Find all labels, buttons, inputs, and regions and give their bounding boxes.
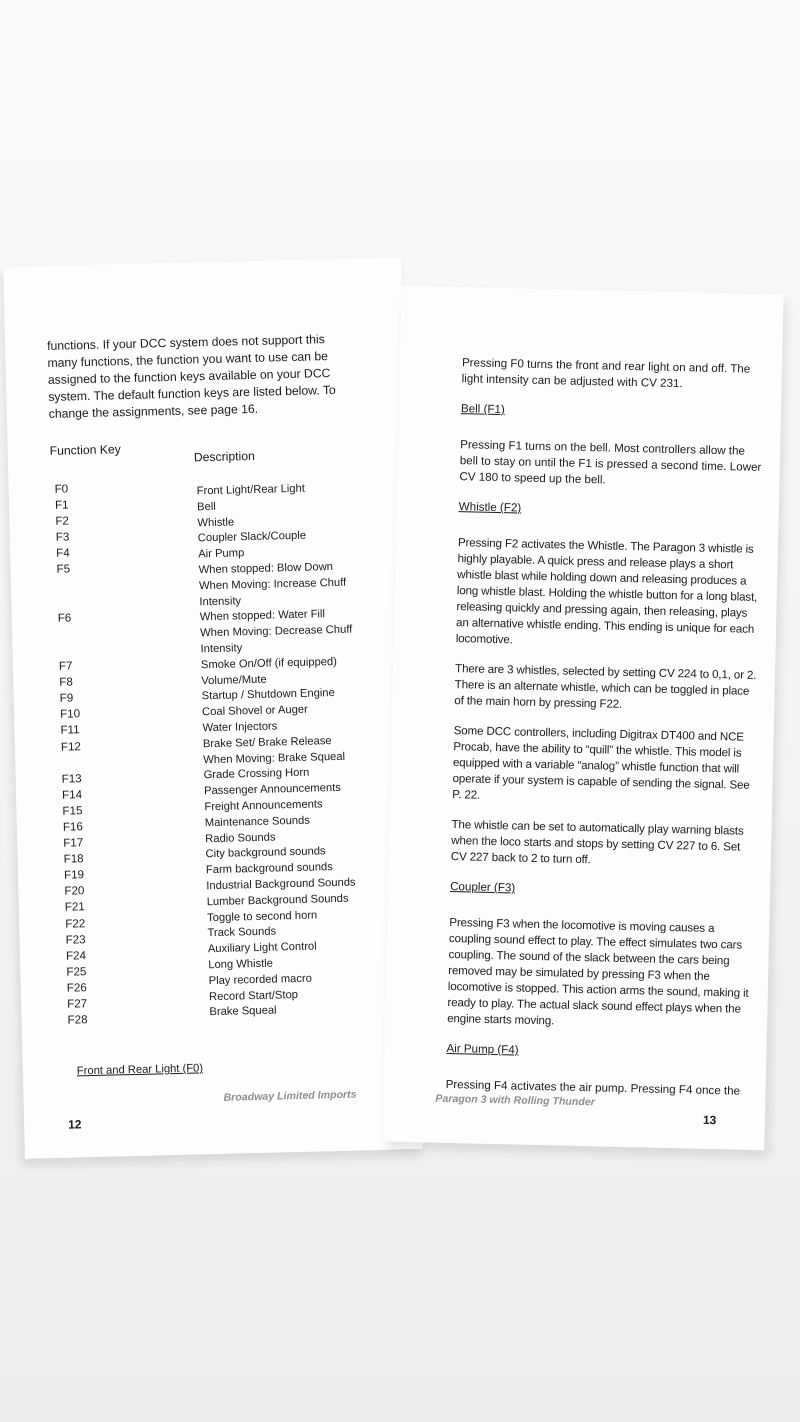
function-key-column (54, 481, 87, 1029)
function-description: Auxiliary Light Control (207, 940, 317, 956)
bell-heading: Bell (F1) (460, 402, 505, 417)
function-description: Whistle (197, 516, 235, 529)
function-description: When stopped: Blow Down (198, 561, 334, 577)
function-description: Water Injectors (202, 720, 278, 735)
function-key: F4 (56, 546, 70, 561)
function-key (57, 578, 77, 595)
whistle-paragraph-4: The whistle can be set to automatically play warning blasts when the loco starts and stops by setting CV 227 to 6. Set CV 227 back to 2 to turn off. (450, 818, 744, 867)
function-key: F8 (59, 675, 74, 689)
left-page (3, 257, 423, 1158)
function-key: F23 (65, 932, 86, 947)
function-key: F28 (67, 1013, 88, 1027)
function-description: Air Pump (198, 547, 245, 561)
function-key: F21 (64, 900, 85, 915)
coupler-heading: Coupler (F3) (449, 880, 516, 895)
function-description: Volume/Mute (201, 673, 267, 687)
function-key: F16 (62, 820, 84, 834)
function-key: F3 (55, 530, 70, 545)
function-description: Intensity (200, 642, 243, 656)
function-description: When Moving: Brake Squeal (203, 750, 346, 766)
function-key: F22 (65, 916, 86, 931)
function-description: When Moving: Increase Chuff (198, 576, 347, 593)
function-key (61, 755, 81, 772)
function-description: When Moving: Decrease Chuff (200, 623, 353, 640)
air-pump-heading: Air Pump (F4) (446, 1041, 519, 1057)
function-key: F0 (54, 482, 69, 496)
function-key: F1 (54, 498, 69, 512)
function-key: F7 (58, 659, 73, 673)
function-key: F18 (63, 852, 84, 866)
function-key: F2 (55, 514, 70, 528)
function-description: Front Light/Rear Light (196, 482, 306, 498)
function-description: Record Start/Stop (208, 988, 299, 1003)
function-key: F15 (62, 804, 83, 818)
coupler-paragraph: Pressing F3 when the locomotive is moving causes a coupling sound effect to play. The effect simulates two cars coupling. The sound of the slack between the cars being removed may be simulated by pressing F3 when the locomotive is stopped. This action arms the sound, making it ready to play. The actual slack sound effect plays when the engine starts moving. (447, 916, 749, 1028)
function-key: F20 (64, 884, 85, 899)
bell-paragraph: Pressing F1 turns on the bell. Most controllers allow the bell to stay on until the F1 is pressed a second time. Lower CV 180 to speed up the bell. (459, 438, 762, 487)
function-key: F19 (63, 868, 85, 882)
function-key: F12 (60, 739, 82, 754)
function-key: F27 (67, 997, 88, 1011)
air-pump-paragraph: Pressing F4 activates the air pump. Pressing F4 once the (445, 1077, 741, 1098)
function-description: Long Whistle (208, 957, 274, 972)
description-column (197, 480, 390, 1021)
function-description: Farm background sounds (205, 861, 333, 877)
function-description: Coupler Slack/Couple (197, 530, 307, 545)
whistle-heading: Whistle (F2) (458, 500, 522, 515)
function-key: F9 (59, 691, 74, 705)
function-description: Brake Set/ Brake Release (202, 734, 332, 751)
function-description: Smoke On/Off (if equipped) (200, 655, 338, 672)
function-description: City background sounds (205, 845, 326, 861)
function-key: F5 (56, 562, 71, 577)
function-key: F6 (57, 611, 72, 625)
function-key (58, 626, 78, 643)
footer-title: Paragon 3 with Rolling Thunder (435, 1092, 595, 1109)
page-number-right: 13 (702, 1112, 717, 1128)
front-rear-light-heading: Front and Rear Light (F0) (76, 1062, 204, 1078)
function-description: Radio Sounds (205, 831, 276, 845)
function-description: Bell (196, 500, 216, 514)
light-paragraph: Pressing F0 turns the front and rear light on and off. The light intensity can be adjusted with CV 231. (461, 356, 751, 391)
function-description: Maintenance Sounds (204, 814, 311, 829)
function-description: Intensity (199, 594, 242, 608)
function-description: Play recorded macro (208, 972, 313, 987)
function-description: Grade Crossing Horn (203, 767, 310, 782)
function-key: F24 (65, 948, 87, 963)
function-description: Industrial Background Sounds (206, 876, 356, 893)
function-description: Brake Squeal (209, 1004, 277, 1019)
page-number-left: 12 (67, 1117, 82, 1132)
function-key: F10 (59, 707, 81, 722)
whistle-paragraph-2: There are 3 whistles, selected by setting CV 224 to 0,1, or 2. There is an alternate whistle, which can be toggled in place of the main horn by pressing F22. (454, 662, 757, 711)
intro-paragraph: functions. If your DCC system does not support this many functions, the function you want to use can be assigned to the function keys available on your DCC system. The default function keys are listed below. To change the assignments, see page 16. (46, 332, 336, 421)
function-description: When stopped: Water Fill (199, 608, 326, 624)
function-description: Startup / Shutdown Engine (201, 687, 335, 703)
function-description: Coal Shovel or Auger (201, 703, 308, 719)
right-column (445, 355, 764, 1114)
function-key: F13 (61, 771, 82, 786)
description-header: Description (193, 448, 255, 465)
whistle-paragraph-1: Pressing F2 activates the Whistle. The Paragon 3 whistle is highly playable. A quick press and release plays a short whistle blast while holding down and releasing produces a long whistle blast. Holding the whistle button for a long blast, releasing quickly and pressing again, then releasing, plays an alternative whistle ending. This ending is unique for each locomotive. (455, 536, 758, 647)
function-key-header: Function Key (49, 442, 121, 458)
function-description: Track Sounds (207, 925, 277, 940)
function-key (58, 642, 78, 659)
function-description: Toggle to second horn (206, 909, 318, 924)
right-page (382, 286, 783, 1150)
function-key: F11 (60, 723, 80, 738)
function-key: F17 (63, 836, 84, 850)
function-description: Lumber Background Sounds (206, 892, 349, 908)
function-key (57, 594, 77, 611)
function-key: F14 (61, 788, 83, 802)
whistle-paragraph-3: Some DCC controllers, including Digitrax DT400 and NCE Procab, have the ability to “quill” the whistle. This model is equipped with a variable “analog” whistle function that will operate if your system is capable of sending the signal. See P. 22. (452, 724, 750, 802)
function-description: Passenger Announcements (203, 782, 341, 798)
function-key: F26 (66, 981, 87, 995)
function-key: F25 (66, 964, 87, 979)
function-description: Freight Announcements (204, 798, 323, 814)
footer-publisher: Broadway Limited Imports (223, 1088, 357, 1104)
